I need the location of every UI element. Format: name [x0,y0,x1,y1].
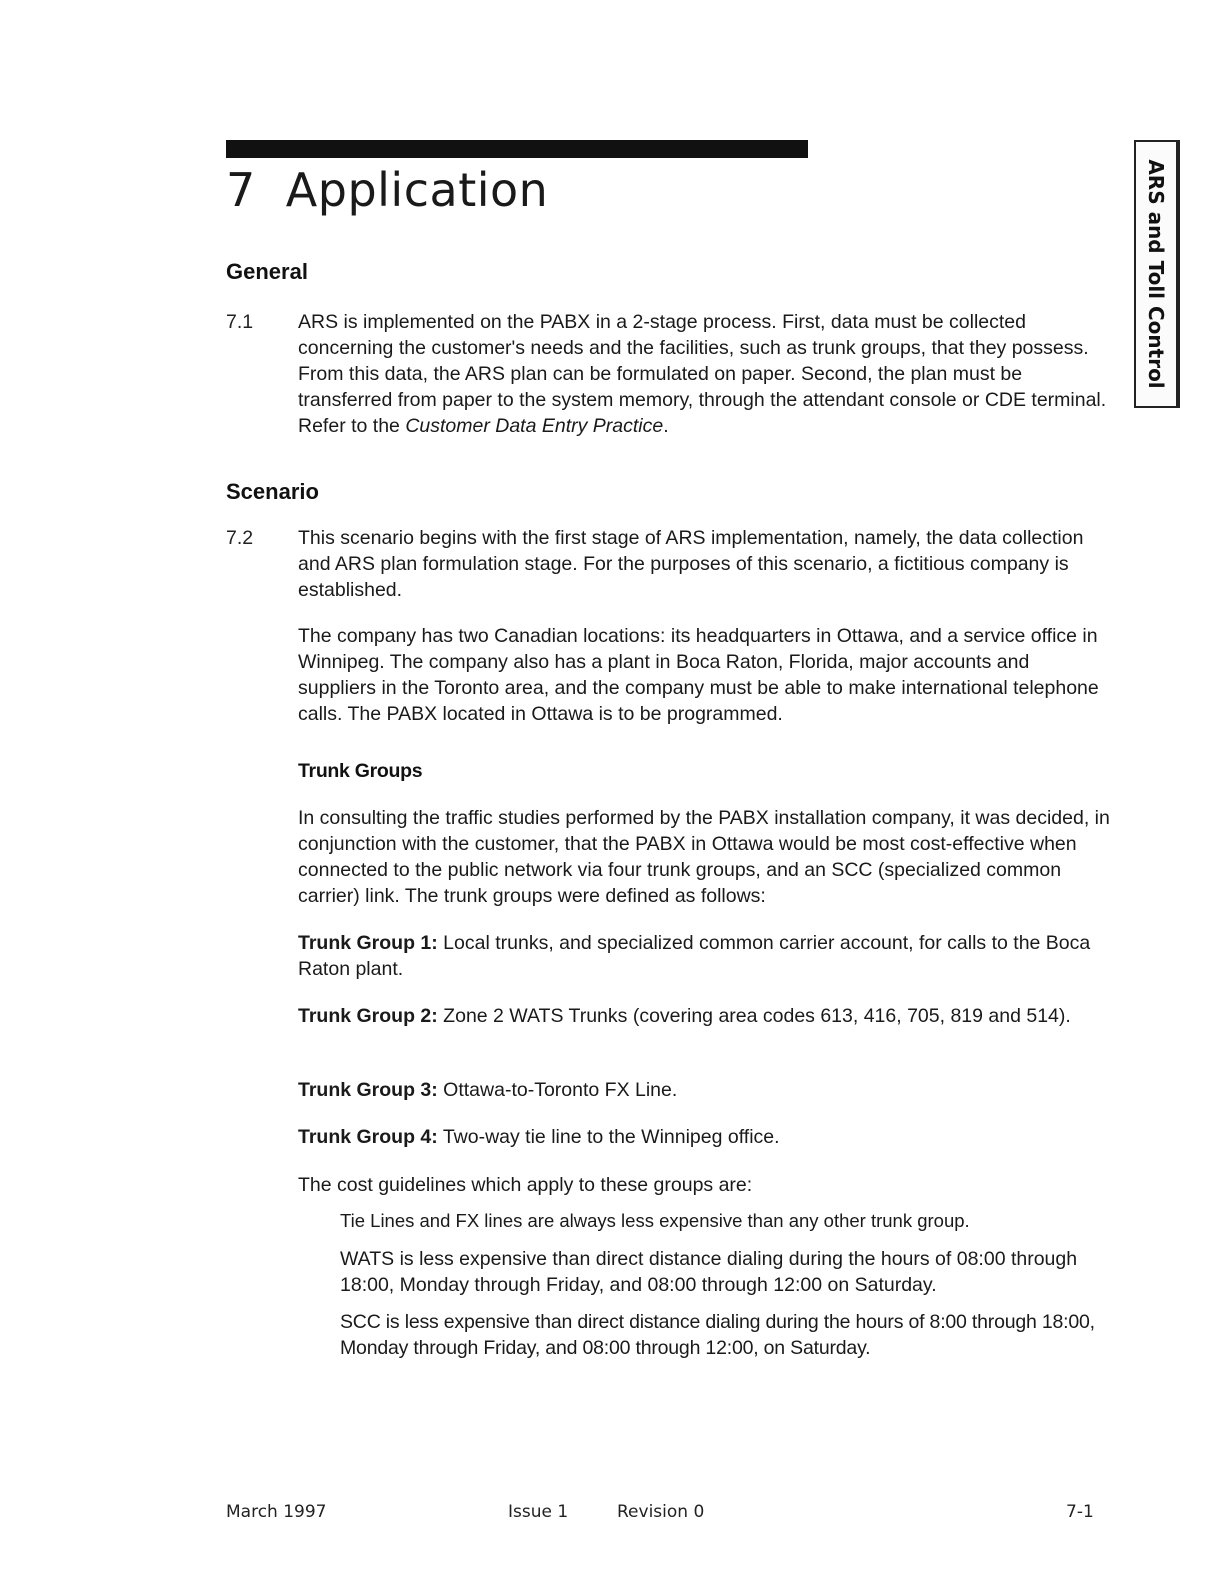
chapter-title-text: Application [285,163,549,217]
trunk-groups-intro: In consulting the traffic studies performed by the PABX installation company, it was decided, in conjunction with the customer, that the PABX in Ottawa would be most cost-effective when connected to the public network via four trunk groups, and an SCC (specialized common carrier) link. The trunk groups were defined as follows: [298,807,1110,907]
footer-revision: Revision 0 [617,1502,705,1522]
trunk-group-3 [298,1077,1110,1103]
company-paragraph: The company has two Canadian locations: its headquarters in Ottawa, and a service office in Winnipeg. The company also has a plant in Boca Raton, Florida, major accounts and suppliers in the Toronto area, and the company must be able to make international telephone calls. The PABX located in Ottawa is to be programmed. [298,625,1099,725]
chapter-number: 7 [226,163,256,217]
trunk-group-1 [298,930,1110,982]
cost-guideline-tie-fx: Tie Lines and FX lines are always less expensive than any other trunk group. [340,1210,970,1231]
trunk-group-2 [298,1003,1110,1029]
paragraph-7-1-end: . [663,415,669,437]
trunk-group-1-text: Local trunks, and specialized common carrier account, for calls to the Boca Raton plant. [298,932,1091,980]
cost-guideline-scc: SCC is less expensive than direct distance dialing during the hours of 8:00 through 18:00, Monday through Friday, and 08:00 through 12:00, on Saturday. [340,1311,1095,1359]
footer-date: March 1997 [226,1502,327,1522]
heading-scenario: Scenario [226,479,319,504]
chapter-title [226,158,548,222]
trunk-group-2-label: Trunk Group 2: [298,1005,438,1027]
trunk-group-3-text: Ottawa-to-Toronto FX Line. [437,1079,678,1101]
trunk-group-1-label: Trunk Group 1: [298,932,438,954]
cost-guidelines-intro: The cost guidelines which apply to these groups are: [298,1174,753,1196]
reference-title: Customer Data Entry Practice [405,415,664,437]
heading-trunk-groups: Trunk Groups [298,760,423,782]
cost-guideline-wats: WATS is less expensive than direct distance dialing during the hours of 08:00 through 18:00, Monday through Friday, and 08:00 through 12:00 on Saturday. [340,1248,1078,1296]
trunk-group-3-label: Trunk Group 3: [298,1079,438,1101]
footer-page-number: 7-1 [1066,1502,1094,1522]
paragraph-7-2: This scenario begins with the first stage of ARS implementation, namely, the data collection and ARS plan formulation stage. For the purposes of this scenario, a fictitious company is established. [298,527,1084,601]
heading-general: General [226,259,308,284]
trunk-group-2-text: Zone 2 WATS Trunks (covering area codes 613, 416, 705, 819 and 514). [437,1005,1071,1027]
chapter-rule [226,140,808,158]
paragraph-7-1 [298,309,1110,439]
side-tab-label: ARS and Toll Control [1144,159,1168,389]
trunk-group-4-label: Trunk Group 4: [298,1126,438,1148]
section-side-tab [1134,140,1180,408]
trunk-group-4 [298,1124,1110,1150]
paragraph-7-1-text: ARS is implemented on the PABX in a 2-stage process. First, data must be collected concerning the customer's needs and the facilities, such as trunk groups, that they possess. From this data, the ARS plan can be formulated on paper. Second, the plan must be transferred from paper to the system memory, through the attendant console or CDE terminal. Refer to the [298,311,1107,437]
footer-issue: Issue 1 [508,1502,569,1522]
paragraph-number-7-2: 7.2 [226,527,254,549]
paragraph-number-7-1: 7.1 [226,311,254,333]
trunk-group-4-text: Two-way tie line to the Winnipeg office. [437,1126,780,1148]
